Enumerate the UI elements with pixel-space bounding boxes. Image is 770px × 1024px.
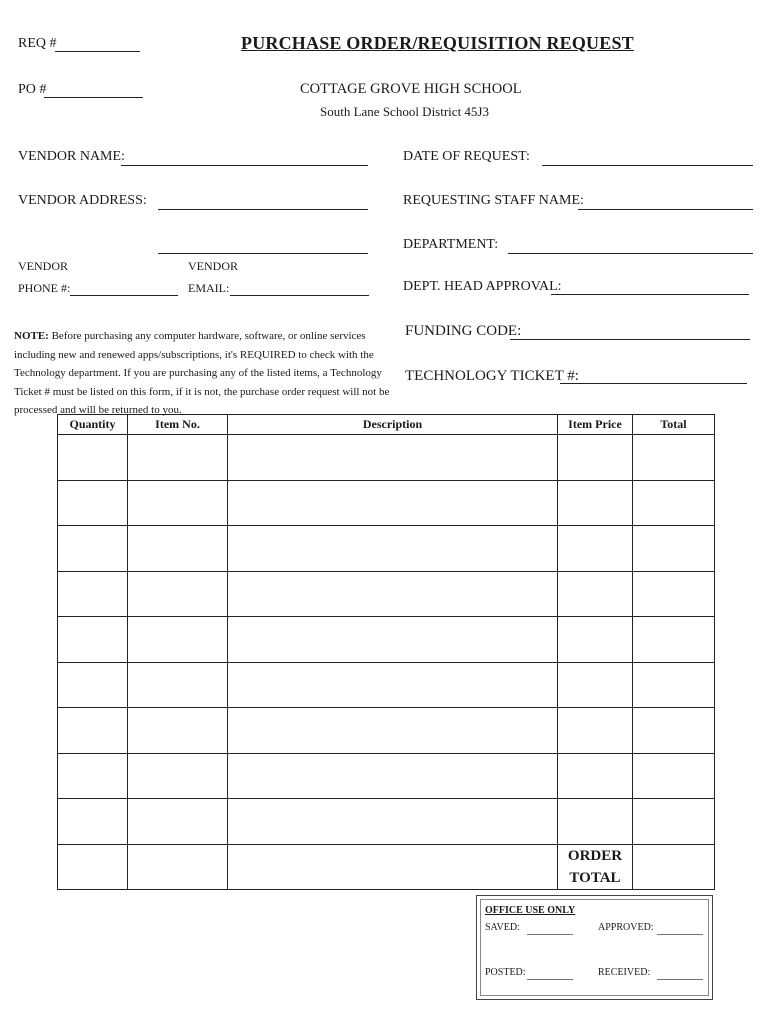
item-no-cell[interactable] xyxy=(128,435,228,481)
total-cell[interactable] xyxy=(633,708,715,754)
vendor-name-field[interactable] xyxy=(121,165,368,166)
funding-code-label: FUNDING CODE: xyxy=(405,323,522,339)
item-price-cell[interactable] xyxy=(558,753,633,799)
total-cell[interactable] xyxy=(633,435,715,481)
total-cell[interactable] xyxy=(633,799,715,845)
description-cell[interactable] xyxy=(228,571,558,617)
po-number-field[interactable] xyxy=(44,97,143,98)
office-use-box xyxy=(476,895,713,1000)
quantity-cell[interactable] xyxy=(58,480,128,526)
description-cell[interactable] xyxy=(228,753,558,799)
description-cell[interactable] xyxy=(228,799,558,845)
req-number-label: REQ # xyxy=(18,36,57,51)
quantity-cell[interactable] xyxy=(58,571,128,617)
vendor-phone-field[interactable] xyxy=(70,295,178,296)
requesting-staff-field[interactable] xyxy=(578,209,753,210)
item-no-cell[interactable] xyxy=(128,799,228,845)
total-cell[interactable] xyxy=(633,662,715,708)
item-no-cell[interactable] xyxy=(128,753,228,799)
description-cell[interactable] xyxy=(228,526,558,572)
vendor-phone-label-top: VENDOR xyxy=(18,259,68,273)
order-total-row xyxy=(58,844,715,890)
po-number-label: PO # xyxy=(18,82,47,97)
vendor-phone-label: PHONE #: xyxy=(18,281,71,295)
note-text: Before purchasing any computer hardware, software, or online services including new and renewed apps/subscriptions, it's REQUIRED to check with the Technology department. If you are purchasing any of the listed items, a Technology Ticket # must be listed on this form, if it is not, the purchase order request will not be processed and will be returned to you. xyxy=(14,330,390,416)
item-no-cell[interactable] xyxy=(128,662,228,708)
quantity-cell[interactable] xyxy=(58,617,128,663)
funding-code-field[interactable] xyxy=(510,339,750,340)
vendor-email-label: EMAIL: xyxy=(188,281,230,295)
column-header-item-no: Item No. xyxy=(128,415,228,435)
table-row xyxy=(58,571,715,617)
column-header-item-price: Item Price xyxy=(558,415,633,435)
approved-label: APPROVED: xyxy=(598,922,654,933)
table-row xyxy=(58,480,715,526)
quantity-cell[interactable] xyxy=(58,753,128,799)
description-cell[interactable] xyxy=(228,708,558,754)
saved-field[interactable] xyxy=(527,934,573,935)
description-cell[interactable] xyxy=(228,662,558,708)
received-label: RECEIVED: xyxy=(598,967,651,978)
received-field[interactable] xyxy=(657,979,703,980)
item-no-cell[interactable] xyxy=(128,480,228,526)
posted-field[interactable] xyxy=(527,979,573,980)
quantity-cell[interactable] xyxy=(58,844,128,890)
column-header-description: Description xyxy=(228,415,558,435)
item-price-cell[interactable] xyxy=(558,708,633,754)
total-cell[interactable] xyxy=(633,753,715,799)
table-row xyxy=(58,617,715,663)
table-row xyxy=(58,799,715,845)
department-field[interactable] xyxy=(508,253,753,254)
item-price-cell[interactable] xyxy=(558,617,633,663)
item-price-cell[interactable] xyxy=(558,571,633,617)
technology-note xyxy=(14,327,394,420)
item-no-cell[interactable] xyxy=(128,571,228,617)
item-price-cell[interactable] xyxy=(558,799,633,845)
item-no-cell[interactable] xyxy=(128,617,228,663)
description-cell[interactable] xyxy=(228,435,558,481)
district-name: South Lane School District 45J3 xyxy=(320,104,489,119)
req-number-field[interactable] xyxy=(55,51,140,52)
vendor-address-label: VENDOR ADDRESS: xyxy=(18,193,147,208)
table-row xyxy=(58,526,715,572)
order-total-line-2: TOTAL xyxy=(569,869,621,886)
vendor-name-label: VENDOR NAME: xyxy=(18,149,125,164)
department-label: DEPARTMENT: xyxy=(403,237,499,252)
dept-head-approval-label: DEPT. HEAD APPROVAL: xyxy=(403,279,562,294)
item-no-cell[interactable] xyxy=(128,708,228,754)
column-header-quantity: Quantity xyxy=(58,415,128,435)
description-cell[interactable] xyxy=(228,480,558,526)
items-table xyxy=(57,414,715,890)
order-total-label xyxy=(558,844,633,890)
requesting-staff-label: REQUESTING STAFF NAME: xyxy=(403,193,584,208)
school-name: COTTAGE GROVE HIGH SCHOOL xyxy=(300,81,522,97)
quantity-cell[interactable] xyxy=(58,708,128,754)
order-total-line-1: ORDER xyxy=(567,847,623,864)
total-cell[interactable] xyxy=(633,480,715,526)
quantity-cell[interactable] xyxy=(58,799,128,845)
vendor-email-field[interactable] xyxy=(230,295,369,296)
order-total-value-cell[interactable] xyxy=(633,844,715,890)
vendor-email-label-top: VENDOR xyxy=(188,259,238,273)
item-price-cell[interactable] xyxy=(558,480,633,526)
quantity-cell[interactable] xyxy=(58,662,128,708)
table-row xyxy=(58,708,715,754)
quantity-cell[interactable] xyxy=(58,435,128,481)
date-of-request-label: DATE OF REQUEST: xyxy=(403,149,530,164)
quantity-cell[interactable] xyxy=(58,526,128,572)
description-cell[interactable] xyxy=(228,844,558,890)
form-title: PURCHASE ORDER/REQUISITION REQUEST xyxy=(241,33,634,53)
item-price-cell[interactable] xyxy=(558,435,633,481)
item-price-cell[interactable] xyxy=(558,662,633,708)
technology-ticket-label: TECHNOLOGY TICKET #: xyxy=(405,368,579,384)
total-cell[interactable] xyxy=(633,617,715,663)
table-row xyxy=(58,435,715,481)
date-of-request-field[interactable] xyxy=(542,165,753,166)
posted-label: POSTED: xyxy=(485,967,526,978)
description-cell[interactable] xyxy=(228,617,558,663)
total-cell[interactable] xyxy=(633,571,715,617)
note-bold-label: NOTE: xyxy=(14,330,49,342)
dept-head-approval-field[interactable] xyxy=(551,294,749,295)
vendor-address-field-1[interactable] xyxy=(158,209,368,210)
saved-label: SAVED: xyxy=(485,922,520,933)
item-price-cell[interactable] xyxy=(558,526,633,572)
column-header-total: Total xyxy=(633,415,715,435)
office-use-title: OFFICE USE ONLY xyxy=(485,905,576,916)
vendor-address-field-2[interactable] xyxy=(158,253,368,254)
total-cell[interactable] xyxy=(633,526,715,572)
table-row xyxy=(58,753,715,799)
technology-ticket-field[interactable] xyxy=(560,383,747,384)
table-row xyxy=(58,662,715,708)
item-no-cell[interactable] xyxy=(128,526,228,572)
item-no-cell[interactable] xyxy=(128,844,228,890)
approved-field[interactable] xyxy=(657,934,703,935)
table-header-row xyxy=(58,415,715,435)
